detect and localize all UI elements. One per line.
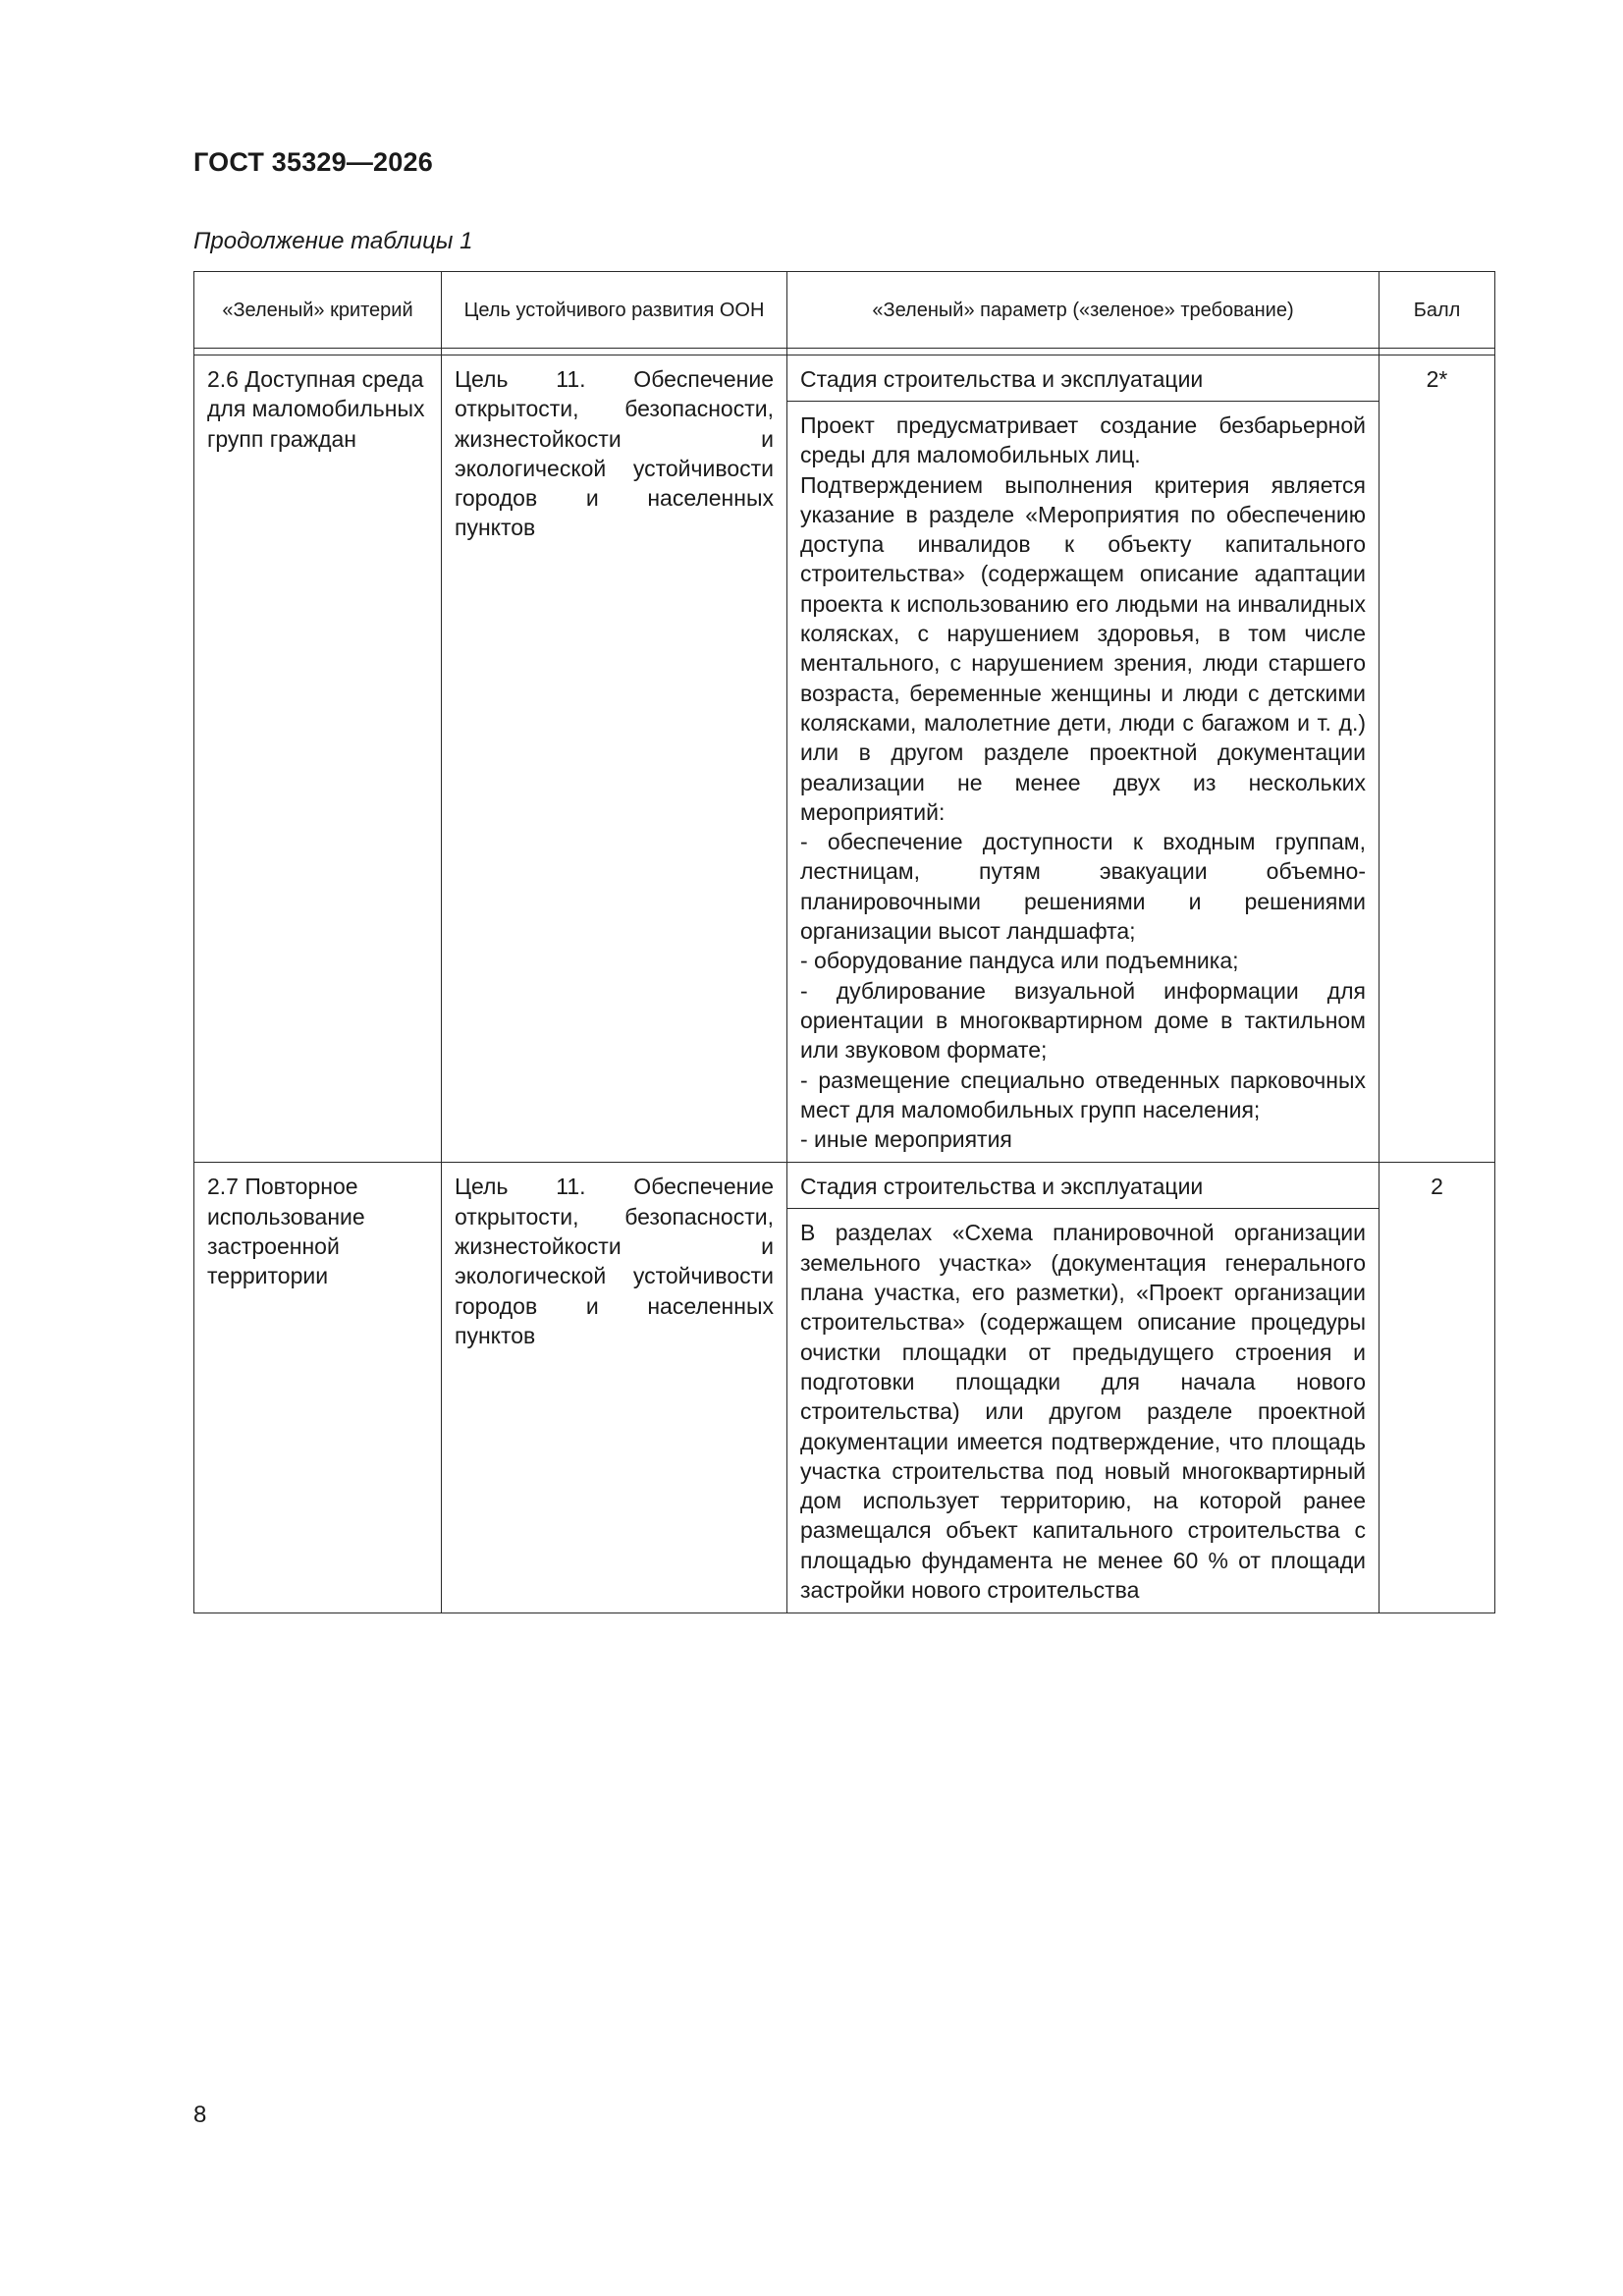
parameter-text xyxy=(787,402,1379,1162)
stage-label: Стадия строительства и эксплуатации xyxy=(787,1163,1379,1209)
score-value: 2* xyxy=(1426,366,1448,392)
parameter-list-item: - иные мероприятия xyxy=(800,1126,1012,1153)
parameter-cell xyxy=(787,355,1380,1163)
column-header-goal: Цель устойчивого развития ООН xyxy=(442,272,787,349)
table-row xyxy=(194,1163,1495,1613)
parameter-list-item: - оборудование пандуса или подъемника; xyxy=(800,948,1239,974)
parameter-list-item: - размещение специально отведенных парковочных мест для маломобильных групп населения; xyxy=(800,1066,1366,1122)
table-row xyxy=(194,355,1495,1163)
parameter-list-item: - дублирование визуальной информации для ориентации в многоквартирном доме в тактильном или звуковом формате; xyxy=(800,977,1366,1064)
score-cell xyxy=(1380,355,1495,1163)
score-value: 2 xyxy=(1431,1174,1443,1200)
column-header-criterion: «Зеленый» критерий xyxy=(194,272,442,349)
parameter-paragraph: Проект предусматривает создание безбарьерной среды для маломобильных лиц. xyxy=(800,412,1366,468)
parameter-paragraph: Подтверждением выполнения критерия является указание в разделе «Мероприятия по обеспечению доступа инвалидов к объекту капитального строительства» (содержащем описание адаптации проекта к использованию его людьми на инвалидных колясках, с нарушением здоровья, в том числе ментального, с нарушением зрения, люди старшего возраста, беременные женщины и люди с детскими колясками, малолетние дети, люди с багажом и т. д.) или в другом разделе проектной документации реализации не менее двух из нескольких мероприятий: xyxy=(800,471,1366,825)
goal-text: Цель 11. Обеспечение открытости, безопасности, жизнестойкости и экологической устойчивости городов и населенных пунктов xyxy=(455,1174,774,1348)
document-code: ГОСТ 35329—2026 xyxy=(193,147,433,177)
column-header-score: Балл xyxy=(1380,272,1495,349)
stage-label: Стадия строительства и эксплуатации xyxy=(787,355,1379,402)
goal-text: Цель 11. Обеспечение открытости, безопасности, жизнестойкости и экологической устойчивости городов и населенных пунктов xyxy=(455,366,774,541)
parameter-cell xyxy=(787,1163,1380,1613)
green-criteria-table xyxy=(193,271,1495,1613)
parameter-paragraph: В разделах «Схема планировочной организации земельного участка» (документация генерального плана участка, его разметки), «Проект организации строительства» (содержащем описание процедуры очистки площадки от предыдущего строения и подготовки площадки для начала нового строительства) или другом разделе проектной документации имеется подтверждение, что площадь участка строительства под новый многоквартирный дом использует территорию, на которой ранее размещался объект капитального строительства с площадью фундамента не менее 60 % от площади застройки нового строительства xyxy=(800,1220,1366,1603)
criterion-cell xyxy=(194,1163,442,1613)
header-separator xyxy=(194,349,1495,355)
column-header-parameter: «Зеленый» параметр («зеленое» требование) xyxy=(787,272,1380,349)
table-caption: Продолжение таблицы 1 xyxy=(193,228,473,254)
parameter-list-item: - обеспечение доступности к входным группам, лестницам, путям эвакуации объемно-планировочными решениями и решениями организации высот ландшафта; xyxy=(800,829,1366,945)
goal-cell xyxy=(442,1163,787,1613)
criterion-text: 2.6 Доступная среда для маломобильных групп граждан xyxy=(207,366,425,452)
criterion-cell xyxy=(194,355,442,1163)
score-cell xyxy=(1380,1163,1495,1613)
criterion-text: 2.7 Повторное использование застроенной территории xyxy=(207,1174,365,1289)
parameter-text xyxy=(787,1209,1379,1613)
goal-cell xyxy=(442,355,787,1163)
table-header-row xyxy=(194,272,1495,349)
page-number: 8 xyxy=(193,2102,207,2128)
